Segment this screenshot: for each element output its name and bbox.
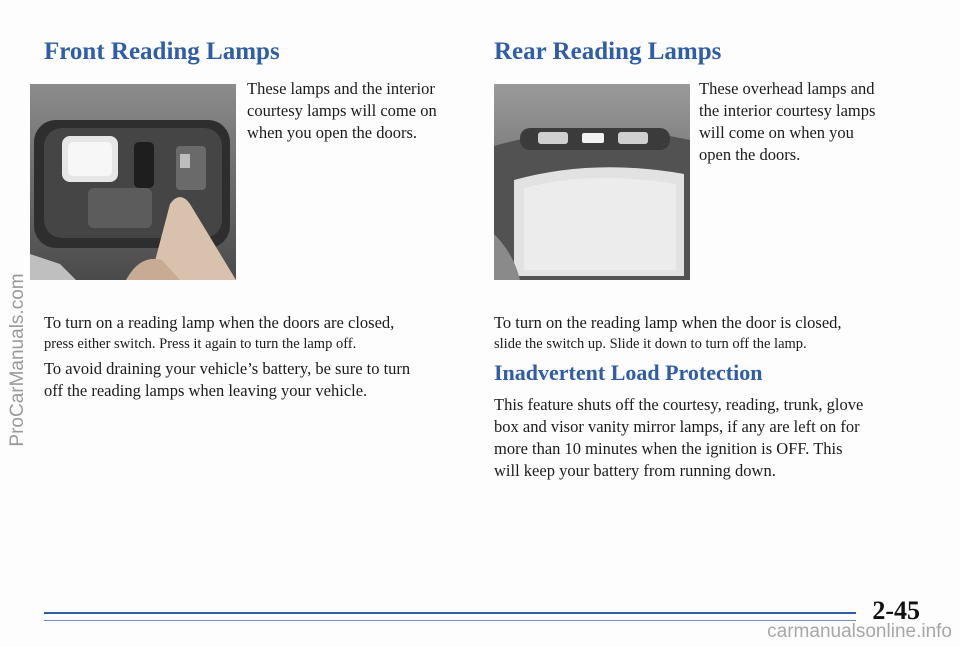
front-lamps-intro: These lamps and the interior courtesy lamps will come on when you open the doors. xyxy=(247,79,437,142)
side-watermark: ProCarManuals.com xyxy=(7,273,28,447)
page-number: 2-45 xyxy=(872,596,920,625)
footer-rule-bottom xyxy=(44,620,856,621)
rear-reading-lamp-photo xyxy=(494,84,690,280)
inadvertent-load-protection-heading: Inadvertent Load Protection xyxy=(494,360,763,385)
front-lamps-para1: To turn on a reading lamp when the doors are closed, press either switch. Press it again to turn the lamp off. xyxy=(44,313,395,352)
footer-rule-top xyxy=(44,612,856,614)
rear-lamp-photo-illustration xyxy=(494,84,690,280)
front-reading-lamps-heading: Front Reading Lamps xyxy=(44,38,280,65)
front-lamps-para2: To avoid draining your vehicle’s battery, be sure to turn off the reading lamps when leaving your vehicle. xyxy=(44,359,411,400)
front-reading-lamp-photo xyxy=(30,84,236,280)
rear-reading-lamps-heading: Rear Reading Lamps xyxy=(494,38,722,65)
rear-lamps-para1: To turn on the reading lamp when the door is closed, slide the switch up. Slide it down to turn off the lamp. xyxy=(494,313,842,352)
rear-lamps-intro: These overhead lamps and the interior courtesy lamps will come on when you open the doors. xyxy=(699,79,876,164)
bottom-watermark: carmanualsonline.info xyxy=(767,621,952,642)
front-lamp-photo-illustration xyxy=(30,84,236,280)
load-protection-para: This feature shuts off the courtesy, reading, trunk, glove box and visor vanity mirror lamps, if any are left on for more than 10 minutes when the ignition is OFF. This will keep your battery from running down. xyxy=(494,395,864,480)
